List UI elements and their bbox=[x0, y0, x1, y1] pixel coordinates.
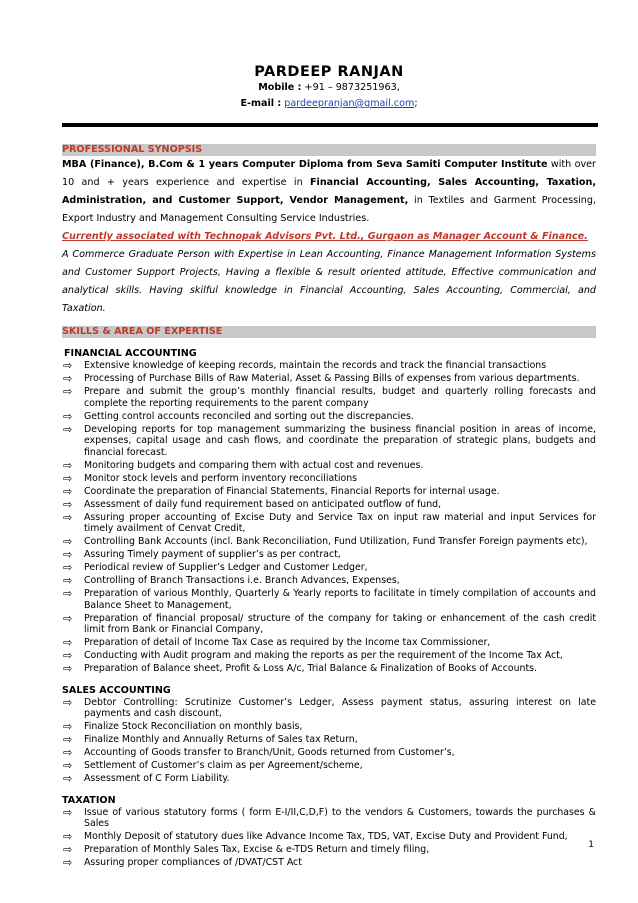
list-item bbox=[62, 721, 596, 733]
mobile-value: +91 – 9873251963, bbox=[304, 82, 400, 93]
email-suffix: ; bbox=[414, 98, 418, 109]
subheading-financial-accounting: FINANCIAL ACCOUNTING bbox=[64, 348, 197, 359]
current-association bbox=[62, 228, 596, 246]
list-item bbox=[62, 807, 596, 830]
list-item-text: Preparation of detail of Income Tax Case as required by the Income tax Commissioner, bbox=[84, 637, 491, 648]
financial-accounting-list bbox=[62, 360, 596, 675]
arrow-bullet-icon: ⇨ bbox=[63, 843, 73, 856]
list-item-text: Monitoring budgets and comparing them with actual cost and revenues. bbox=[84, 459, 424, 471]
list-item bbox=[62, 360, 596, 372]
arrow-bullet-icon: ⇨ bbox=[63, 535, 73, 548]
subheading-taxation: TAXATION bbox=[62, 794, 116, 806]
list-item bbox=[62, 650, 596, 662]
list-item-text: Prepare and submit the group’s monthly financial results, budget and quarterly rolling forecasts and complete the reporting requirements to the parent company bbox=[84, 386, 596, 409]
list-item-text: Periodical review of Supplier’s Ledger and Customer Ledger, bbox=[84, 562, 368, 573]
arrow-bullet-icon: ⇨ bbox=[63, 510, 73, 524]
arrow-bullet-icon: ⇨ bbox=[63, 720, 73, 733]
list-item bbox=[62, 663, 596, 675]
arrow-bullet-icon: ⇨ bbox=[63, 805, 73, 819]
list-item bbox=[62, 734, 596, 746]
header-divider bbox=[62, 123, 598, 127]
list-item bbox=[62, 588, 596, 611]
list-item bbox=[62, 844, 596, 856]
list-item-text: Coordinate the preparation of Financial Statements, Financial Reports for internal usage. bbox=[84, 485, 500, 497]
association-text: Currently associated with Technopak Advisors Pvt. Ltd., Gurgaon as Manager Account & Finance. bbox=[62, 231, 588, 242]
mobile-label: Mobile : bbox=[258, 82, 302, 93]
list-item-text: Settlement of Customer’s claim as per Agreement/scheme, bbox=[84, 760, 363, 771]
arrow-bullet-icon: ⇨ bbox=[63, 484, 73, 498]
list-item bbox=[62, 760, 596, 772]
list-item bbox=[62, 637, 596, 649]
list-item-text: Processing of Purchase Bills of Raw Material, Asset & Passing Bills of expenses from various departments. bbox=[84, 373, 580, 384]
list-item bbox=[62, 386, 596, 409]
arrow-bullet-icon: ⇨ bbox=[63, 772, 73, 785]
list-item-text: Preparation of Monthly Sales Tax, Excise & e-TDS Return and timely filing, bbox=[84, 844, 430, 855]
expertise-text: Financial Accounting, Sales Accounting, Taxation, Administration, and Customer Support, Vendor Management, bbox=[62, 177, 596, 206]
list-item bbox=[62, 747, 596, 759]
arrow-bullet-icon: ⇨ bbox=[63, 497, 73, 511]
email-label: E-mail : bbox=[240, 98, 282, 109]
sales-accounting-list bbox=[62, 697, 596, 785]
list-item-text: Assuring proper compliances of /DVAT/CST Act bbox=[84, 857, 302, 868]
synopsis-paragraph-1 bbox=[62, 156, 596, 228]
list-item bbox=[62, 512, 596, 535]
arrow-bullet-icon: ⇨ bbox=[63, 746, 73, 759]
list-item-text: Preparation of financial proposal/ structure of the company for taking or enhancement of the cash credit limit from Bank or Financial Company, bbox=[84, 612, 596, 635]
list-item-text: Assuring Timely payment of supplier’s as per contract, bbox=[84, 549, 341, 560]
list-item-text: Conducting with Audit program and making the reports as per the requirement of the Income Tax Act, bbox=[84, 650, 563, 661]
list-item bbox=[62, 831, 596, 843]
list-item-text: Extensive knowledge of keeping records, maintain the records and track the financial transactions bbox=[84, 360, 547, 371]
list-item-text: Developing reports for top management summarizing the business financial position in areas of income, expenses, capital usage and cash flows, and coordinate the preparation of strategic plans, budgets and financial forecast. bbox=[84, 423, 596, 458]
arrow-bullet-icon: ⇨ bbox=[63, 587, 73, 600]
list-item-text: Monthly Deposit of statutory dues like Advance Income Tax, TDS, VAT, Excise Duty and Provident Fund, bbox=[84, 831, 568, 842]
list-item bbox=[62, 424, 596, 459]
arrow-bullet-icon: ⇨ bbox=[63, 574, 73, 587]
list-item-text: Assessment of C Form Liability. bbox=[84, 773, 230, 784]
list-item bbox=[62, 613, 596, 636]
list-item-text: Issue of various statutory forms ( form E-I/II,C,D,F) to the vendors & Customers, towards the purchases & Sales bbox=[84, 806, 596, 829]
subheading-sales-accounting: SALES ACCOUNTING bbox=[62, 684, 171, 696]
list-item bbox=[62, 373, 596, 385]
list-item bbox=[62, 575, 596, 587]
list-item bbox=[62, 411, 596, 423]
synopsis-paragraph-2: A Commerce Graduate Person with Expertise in Lean Accounting, Finance Management Information Systems and Customer Support Projects, Having a flexible & result oriented attitude, Effective communication and analytical skills. Having skilful knowledge in Financial Accounting, Sales Accounting, Commercial, and Taxation. bbox=[62, 249, 596, 314]
list-item bbox=[62, 549, 596, 561]
arrow-bullet-icon: ⇨ bbox=[63, 611, 73, 625]
arrow-bullet-icon: ⇨ bbox=[63, 561, 73, 574]
list-item bbox=[62, 697, 596, 720]
email-link[interactable]: pardeepranjan@gmail.com bbox=[284, 98, 415, 109]
arrow-bullet-icon: ⇨ bbox=[63, 385, 73, 398]
list-item-text: Controlling of Branch Transactions i.e. Branch Advances, Expenses, bbox=[84, 575, 400, 586]
arrow-bullet-icon: ⇨ bbox=[63, 733, 73, 746]
candidate-name: PARDEEP RANJAN bbox=[254, 64, 404, 80]
arrow-bullet-icon: ⇨ bbox=[63, 662, 73, 675]
list-item-text: Controlling Bank Accounts (incl. Bank Reconciliation, Fund Utilization, Fund Transfer Foreign payments etc), bbox=[84, 536, 588, 547]
list-item bbox=[62, 562, 596, 574]
list-item bbox=[62, 473, 596, 485]
list-item bbox=[62, 499, 596, 511]
arrow-bullet-icon: ⇨ bbox=[63, 695, 73, 709]
list-item-text: Finalize Monthly and Annually Returns of Sales tax Return, bbox=[84, 734, 358, 745]
contact-email bbox=[62, 96, 596, 112]
arrow-bullet-icon: ⇨ bbox=[63, 830, 73, 843]
list-item bbox=[62, 460, 596, 472]
list-item bbox=[62, 773, 596, 785]
taxation-list bbox=[62, 807, 596, 869]
arrow-bullet-icon: ⇨ bbox=[63, 856, 73, 869]
list-item bbox=[62, 857, 596, 869]
page-number: 1 bbox=[588, 840, 594, 850]
contact-mobile bbox=[62, 80, 596, 96]
resume-page bbox=[62, 0, 596, 870]
list-item-text: Assuring proper accounting of Excise Duty and Service Tax on input raw material and input Services for timely availment of Cenvat Credit, bbox=[84, 511, 596, 534]
list-item-text: Monitor stock levels and perform inventory reconciliations bbox=[84, 472, 358, 484]
section-heading-synopsis: PROFESSIONAL SYNOPSIS bbox=[62, 144, 596, 156]
arrow-bullet-icon: ⇨ bbox=[63, 471, 73, 485]
list-item-text: Finalize Stock Reconciliation on monthly basis, bbox=[84, 721, 303, 732]
arrow-bullet-icon: ⇨ bbox=[63, 548, 73, 561]
list-item bbox=[62, 536, 596, 548]
arrow-bullet-icon: ⇨ bbox=[63, 458, 73, 472]
arrow-bullet-icon: ⇨ bbox=[63, 636, 73, 649]
arrow-bullet-icon: ⇨ bbox=[63, 649, 73, 662]
list-item-text: Preparation of Balance sheet, Profit & Loss A/c, Trial Balance & Finalization of Books of Accounts. bbox=[84, 663, 538, 674]
experience-text: with over 10 and + years experience and expertise in bbox=[62, 159, 596, 188]
list-item-text: Getting control accounts reconciled and sorting out the discrepancies. bbox=[84, 410, 414, 422]
arrow-bullet-icon: ⇨ bbox=[63, 759, 73, 772]
arrow-bullet-icon: ⇨ bbox=[63, 359, 73, 372]
list-item-text: Debtor Controlling: Scrutinize Customer’s Ledger, Assess payment status, assuring interest on late payments and cash discount, bbox=[84, 696, 596, 719]
list-item-text: Preparation of various Monthly, Quarterly & Yearly reports to facilitate in timely compilation of accounts and Balance Sheet to Management, bbox=[84, 588, 596, 611]
list-item-text: Accounting of Goods transfer to Branch/Unit, Goods returned from Customer’s, bbox=[84, 747, 455, 758]
list-item-text: Assessment of daily fund requirement based on anticipated outflow of fund, bbox=[84, 498, 442, 510]
arrow-bullet-icon: ⇨ bbox=[63, 372, 73, 385]
qualification-text: MBA (Finance), B.Com & 1 years Computer Diploma from Seva Samiti Computer Institute bbox=[62, 159, 548, 170]
arrow-bullet-icon: ⇨ bbox=[63, 409, 73, 423]
arrow-bullet-icon: ⇨ bbox=[63, 422, 73, 436]
industries-text: in Textiles and Garment Processing, Export Industry and Management Consulting Service Industries. bbox=[62, 195, 597, 224]
section-heading-skills: SKILLS & AREA OF EXPERTISE bbox=[62, 326, 596, 338]
list-item bbox=[62, 486, 596, 498]
